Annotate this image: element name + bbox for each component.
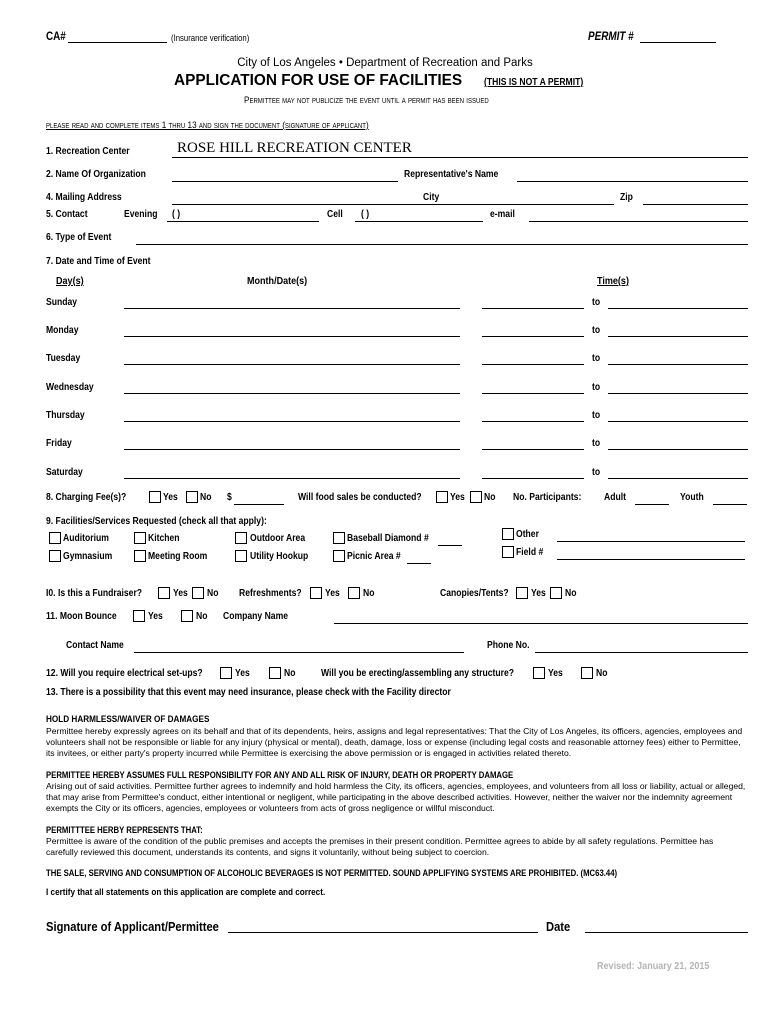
- structure-no-checkbox[interactable]: [581, 667, 593, 679]
- canopies-yes-checkbox[interactable]: [516, 587, 528, 599]
- contact-name-field[interactable]: [134, 640, 464, 653]
- item13-label: 13. There is a possibility that this event may need insurance, please check with the Facility director: [46, 687, 451, 698]
- day-label-saturday: Saturday: [46, 467, 83, 478]
- fee-yes-label: Yes: [163, 492, 178, 503]
- evening-label: Evening: [124, 209, 158, 220]
- agency-line: City of Los Angeles • Department of Recreation and Parks: [237, 57, 533, 69]
- thursday-start-time-field[interactable]: [482, 409, 584, 422]
- structure-yes-checkbox[interactable]: [533, 667, 545, 679]
- times-header: Time(s): [597, 275, 629, 287]
- youth-label: Youth: [680, 492, 704, 503]
- baseball-label: Baseball Diamond #: [347, 533, 429, 544]
- cell-phone-field[interactable]: [355, 209, 483, 222]
- field-number-field[interactable]: [557, 547, 745, 560]
- tuesday-to-label: to: [592, 353, 601, 364]
- tuesday-end-time-field[interactable]: [608, 352, 748, 365]
- item1-label: 1. Recreation Center: [46, 146, 130, 157]
- food-yes-label: Yes: [450, 492, 465, 503]
- certify-statement: I certify that all statements on this application are complete and correct.: [46, 887, 326, 898]
- friday-start-time-field[interactable]: [482, 437, 584, 450]
- moon-bounce-no-checkbox[interactable]: [181, 610, 193, 622]
- cell-area-code: ( ): [361, 209, 370, 220]
- hold-harmless-text: Permittee hereby expressly agrees on its behalf and that of its dependents, heirs, assigns and legal representatives: That the City of Los Angeles, its officers, agencies, employees and volunteers shall not be responsible or liable for any injury (physical or mental), death, damage, loss or expense (including legal costs and reasonable attorney fees) either to Permittee, its invitees, or either party's property incurred while Permittee is exercising the above permission or is engaged in activities related thereto.: [46, 726, 743, 759]
- day-label-tuesday: Tuesday: [46, 353, 81, 364]
- represents-text: Permittee is aware of the condition of the public premises and accepts the premises in their present condition. Permittee agrees to abide by all safety regulations. Permittee has carefully reviewed this document, understands its contents, and signs it voluntarily, without being subject to coercion.: [46, 836, 714, 858]
- saturday-date-field[interactable]: [124, 466, 460, 479]
- saturday-start-time-field[interactable]: [482, 466, 584, 479]
- item5-label: 5. Contact: [46, 209, 88, 220]
- zip-label: Zip: [620, 192, 633, 203]
- friday-end-time-field[interactable]: [608, 437, 748, 450]
- food-yes-checkbox[interactable]: [436, 491, 448, 503]
- represents-heading: PERMITTTEE HERBY REPRESENTS THAT:: [46, 825, 203, 835]
- structure-label: Will you be erecting/assembling any structure?: [321, 668, 515, 679]
- fundraiser-yes-label: Yes: [173, 588, 188, 599]
- event-type-field[interactable]: [136, 232, 748, 245]
- thursday-to-label: to: [592, 410, 601, 421]
- sunday-date-field[interactable]: [124, 296, 460, 309]
- revised-date: Revised: January 21, 2015: [597, 960, 710, 972]
- alcohol-notice: THE SALE, SERVING AND CONSUMPTION OF ALCOHOLIC BEVERAGES IS NOT PERMITTED. SOUND APPLIFYING SYSTEMS ARE PROHIBITED. (MC63.44): [46, 868, 618, 878]
- responsibility-text: Arising out of said activities. Permittee further agrees to indemnify and hold harmless the City, its officers, agencies, employees, and volunteers from all loss or liability, actual or alleged, that may arise from Permittee's conduct, either intentional or negligent, while participating in the above described activities. However, neither the waiver nor the indemnity agreement exempts the City or its officers, agencies, employees or volunteers from acts of gross negligence or willful misconduct.: [46, 781, 746, 814]
- form-title: APPLICATION FOR USE OF FACILITIES: [174, 72, 463, 89]
- gymnasium-checkbox[interactable]: [49, 550, 61, 562]
- days-header: Day(s): [56, 275, 84, 287]
- ca-label: CA#: [46, 31, 66, 43]
- item6-label: 6. Type of Event: [46, 232, 112, 243]
- youth-count-field[interactable]: [713, 492, 747, 505]
- kitchen-label: Kitchen: [148, 533, 180, 544]
- address-field[interactable]: [172, 192, 614, 205]
- structure-yes-label: Yes: [548, 668, 563, 679]
- friday-to-label: to: [592, 438, 601, 449]
- fundraiser-no-label: No: [207, 588, 219, 599]
- meeting-room-checkbox[interactable]: [134, 550, 146, 562]
- item10-label: I0. Is this a Fundraiser?: [46, 588, 143, 599]
- food-no-checkbox[interactable]: [470, 491, 482, 503]
- tuesday-date-field[interactable]: [124, 352, 460, 365]
- wednesday-start-time-field[interactable]: [482, 381, 584, 394]
- fundraiser-no-checkbox[interactable]: [192, 587, 204, 599]
- responsibility-heading: PERMITTEE HEREBY ASSUMES FULL RESPONSIBILITY FOR ANY AND ALL RISK OF INJURY, DEATH OR PROPERTY DAMAGE: [46, 770, 514, 780]
- moon-bounce-yes-checkbox[interactable]: [133, 610, 145, 622]
- representative-field[interactable]: [517, 169, 748, 182]
- outdoor-area-label: Outdoor Area: [250, 533, 306, 544]
- baseball-checkbox[interactable]: [333, 532, 345, 544]
- field-label: Field #: [516, 547, 544, 558]
- item11-label: 11. Moon Bounce: [46, 611, 117, 622]
- outdoor-area-checkbox[interactable]: [235, 532, 247, 544]
- saturday-end-time-field[interactable]: [608, 466, 748, 479]
- zip-field[interactable]: [643, 192, 748, 205]
- date-label: Date: [546, 919, 571, 934]
- food-no-label: No: [484, 492, 496, 503]
- picnic-area-checkbox[interactable]: [333, 550, 345, 562]
- adult-count-field[interactable]: [635, 492, 669, 505]
- tuesday-start-time-field[interactable]: [482, 352, 584, 365]
- baseball-number-field[interactable]: [438, 533, 462, 546]
- permit-label: PERMIT #: [588, 31, 634, 43]
- canopies-no-checkbox[interactable]: [550, 587, 562, 599]
- item8-label: 8. Charging Fee(s)?: [46, 492, 127, 503]
- refreshments-yes-checkbox[interactable]: [310, 587, 322, 599]
- picnic-number-field[interactable]: [407, 551, 431, 564]
- hold-harmless-heading: HOLD HARMLESS/WAIVER OF DAMAGES: [46, 714, 210, 725]
- company-field[interactable]: [334, 611, 748, 624]
- email-label: e-mail: [490, 209, 515, 220]
- saturday-to-label: to: [592, 467, 601, 478]
- auditorium-label: Auditorium: [63, 533, 109, 544]
- fee-no-checkbox[interactable]: [186, 491, 198, 503]
- phone-label: Phone No.: [487, 640, 530, 651]
- cell-label: Cell: [327, 209, 343, 220]
- contact-name-label: Contact Name: [66, 640, 124, 651]
- fee-no-label: No: [200, 492, 212, 503]
- sunday-end-time-field[interactable]: [608, 296, 748, 309]
- refreshments-yes-label: Yes: [325, 588, 340, 599]
- signature-field[interactable]: [228, 918, 538, 933]
- sunday-to-label: to: [592, 297, 601, 308]
- other-field[interactable]: [557, 529, 745, 542]
- moon-bounce-no-label: No: [196, 611, 208, 622]
- organization-field[interactable]: [172, 169, 398, 182]
- refreshments-no-label: No: [363, 588, 375, 599]
- utility-hookup-checkbox[interactable]: [235, 550, 247, 562]
- gymnasium-label: Gymnasium: [63, 551, 113, 562]
- auditorium-checkbox[interactable]: [49, 532, 61, 544]
- email-field[interactable]: [529, 209, 748, 222]
- canopies-no-label: No: [565, 588, 577, 599]
- item4-label: 4. Mailing Address: [46, 192, 122, 203]
- electrical-no-checkbox[interactable]: [269, 667, 281, 679]
- kitchen-checkbox[interactable]: [134, 532, 146, 544]
- other-checkbox[interactable]: [502, 528, 514, 540]
- rep-label: Representative's Name: [404, 169, 499, 180]
- other-label: Other: [516, 529, 539, 540]
- monday-end-time-field[interactable]: [608, 324, 748, 337]
- participants-label: No. Participants:: [513, 492, 582, 503]
- permit-field[interactable]: [640, 30, 716, 43]
- adult-label: Adult: [604, 492, 626, 503]
- instructions: please read and complete items 1 thru 13 and sign the document (signature of applicant): [46, 120, 369, 131]
- phone-field[interactable]: [535, 640, 748, 653]
- date-field[interactable]: [585, 918, 748, 933]
- monday-start-time-field[interactable]: [482, 324, 584, 337]
- field-checkbox[interactable]: [502, 546, 514, 558]
- recreation-center-value: ROSE HILL RECREATION CENTER: [177, 140, 412, 156]
- item7-label: 7. Date and Time of Event: [46, 256, 151, 267]
- wednesday-end-time-field[interactable]: [608, 381, 748, 394]
- fee-dollar: $: [227, 492, 232, 503]
- food-label: Will food sales be conducted?: [298, 492, 422, 503]
- publicize-notice: Permittee may not publicize the event until a permit has been issued: [244, 95, 489, 106]
- day-label-wednesday: Wednesday: [46, 382, 94, 393]
- refreshments-no-checkbox[interactable]: [348, 587, 360, 599]
- wednesday-to-label: to: [592, 382, 601, 393]
- picnic-area-label: Picnic Area #: [347, 551, 401, 562]
- canopies-label: Canopies/Tents?: [440, 588, 509, 599]
- refreshments-label: Refreshments?: [239, 588, 302, 599]
- friday-date-field[interactable]: [124, 437, 460, 450]
- electrical-no-label: No: [284, 668, 296, 679]
- item2-label: 2. Name Of Organization: [46, 169, 146, 180]
- not-permit-note: (THIS IS NOT A PERMIT): [484, 77, 584, 88]
- day-label-thursday: Thursday: [46, 410, 85, 421]
- fundraiser-yes-checkbox[interactable]: [158, 587, 170, 599]
- month-date-header: Month/Date(s): [247, 275, 308, 287]
- day-label-sunday: Sunday: [46, 297, 78, 308]
- fee-amount-field[interactable]: [234, 492, 284, 505]
- structure-no-label: No: [596, 668, 608, 679]
- city-label: City: [423, 192, 440, 203]
- utility-hookup-label: Utility Hookup: [250, 551, 309, 562]
- sunday-start-time-field[interactable]: [482, 296, 584, 309]
- meeting-room-label: Meeting Room: [148, 551, 208, 562]
- electrical-yes-label: Yes: [235, 668, 250, 679]
- monday-to-label: to: [592, 325, 601, 336]
- item9-label: 9. Facilities/Services Requested (check all that apply):: [46, 516, 267, 527]
- moon-bounce-yes-label: Yes: [148, 611, 163, 622]
- fee-yes-checkbox[interactable]: [149, 491, 161, 503]
- electrical-yes-checkbox[interactable]: [220, 667, 232, 679]
- thursday-end-time-field[interactable]: [608, 409, 748, 422]
- wednesday-date-field[interactable]: [124, 381, 460, 394]
- signature-label: Signature of Applicant/Permittee: [46, 919, 219, 934]
- evening-phone-field[interactable]: [167, 209, 319, 222]
- ca-field[interactable]: [68, 30, 167, 43]
- item12-label: 12. Will you require electrical set-ups?: [46, 668, 203, 679]
- monday-date-field[interactable]: [124, 324, 460, 337]
- canopies-yes-label: Yes: [531, 588, 546, 599]
- day-label-friday: Friday: [46, 438, 72, 449]
- day-label-monday: Monday: [46, 325, 79, 336]
- insurance-note: (Insurance verification): [171, 33, 250, 43]
- evening-area-code: ( ): [172, 209, 181, 220]
- thursday-date-field[interactable]: [124, 409, 460, 422]
- company-label: Company Name: [223, 611, 288, 622]
